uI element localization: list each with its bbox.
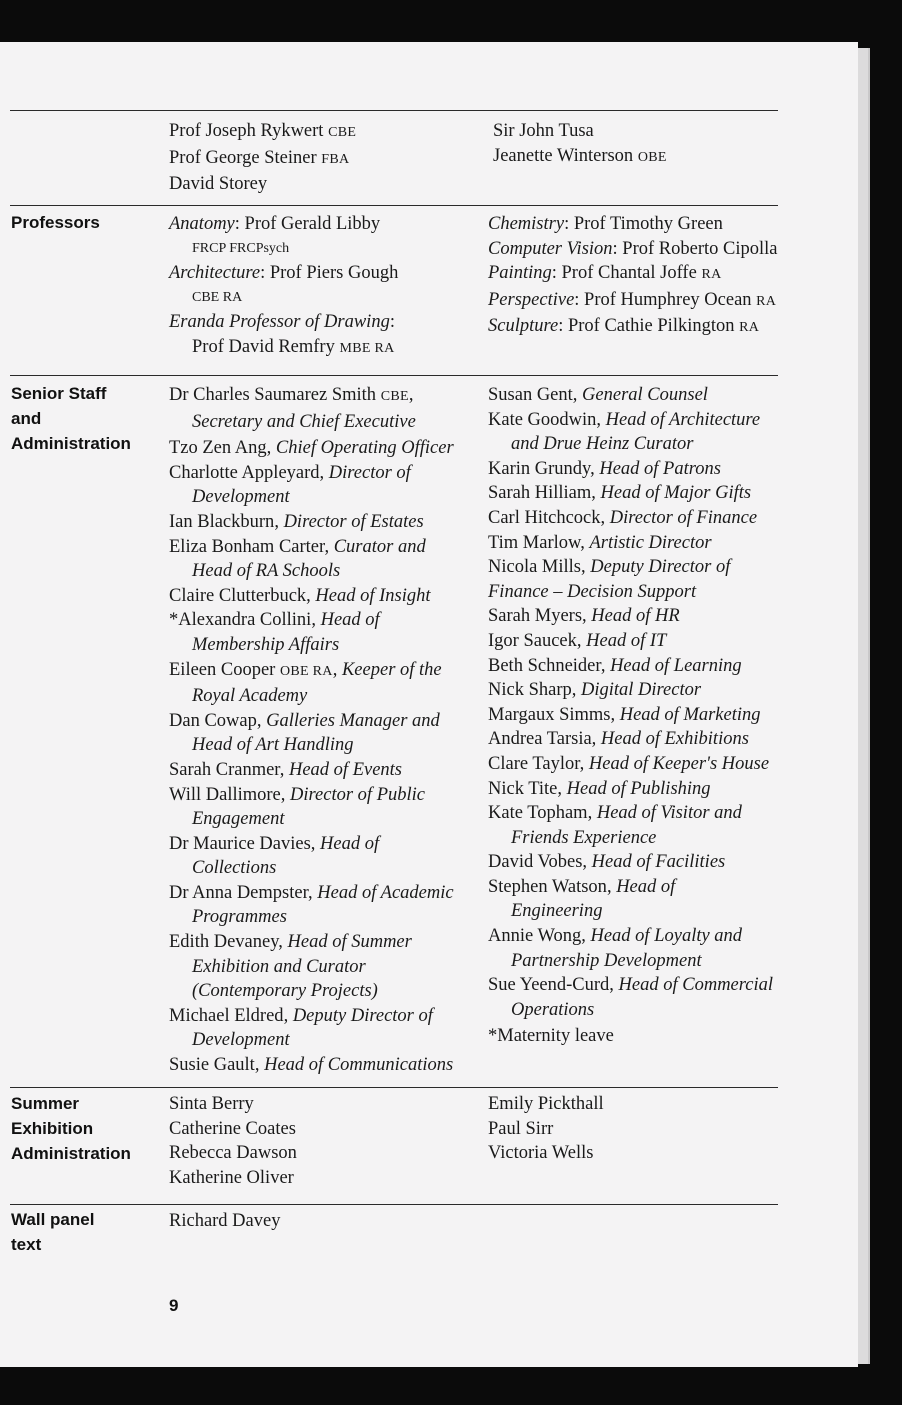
- footnote: *Maternity leave: [488, 1026, 614, 1047]
- section-rule-professors: [10, 205, 778, 206]
- heading-line: Administration: [11, 434, 131, 453]
- staff-entry: Will Dallimore, Director of Public: [169, 784, 425, 805]
- page-number: 9: [169, 1296, 179, 1315]
- professor-entry: Painting: Prof Chantal Joffe RA: [488, 263, 722, 284]
- patron-entry: Jeanette Winterson OBE: [493, 145, 667, 166]
- staff-entry: Michael Eldred, Deputy Director of: [169, 1005, 433, 1026]
- staff-role-continued: and Drue Heinz Curator: [511, 434, 694, 455]
- professor-honours: CBE RA: [192, 289, 243, 305]
- staff-role-continued: Finance – Decision Support: [488, 581, 697, 602]
- staff-role-continued: Friends Experience: [511, 827, 657, 848]
- staff-entry: Sue Yeend-Curd, Head of Commercial: [488, 975, 774, 996]
- professor-honours: FRCP FRCPsych: [192, 240, 290, 256]
- staff-role-continued: Development: [192, 487, 290, 508]
- staff-entry: Andrea Tarsia, Head of Exhibitions: [488, 729, 749, 750]
- staff-role-continued: Engagement: [192, 809, 285, 830]
- staff-entry: Victoria Wells: [488, 1143, 594, 1164]
- staff-entry: David Vobes, Head of Facilities: [488, 852, 726, 873]
- staff-entry: Tim Marlow, Artistic Director: [488, 532, 712, 553]
- wall-panel-heading: [11, 1207, 94, 1257]
- staff-entry: Richard Davey: [169, 1211, 281, 1231]
- staff-entry: Sinta Berry: [169, 1094, 254, 1114]
- staff-entry: Claire Clutterbuck, Head of Insight: [169, 585, 431, 606]
- professor-entry-continued: Prof David Remfry MBE RA: [192, 336, 395, 357]
- staff-entry: Rebecca Dawson: [169, 1143, 297, 1164]
- staff-entry: Annie Wong, Head of Loyalty and: [488, 926, 743, 947]
- heading-line: text: [11, 1235, 42, 1254]
- senior-staff-heading: [11, 381, 131, 456]
- staff-entry: Kate Goodwin, Head of Architecture: [488, 409, 761, 430]
- staff-role-continued: Membership Affairs: [192, 634, 340, 655]
- staff-entry: Paul Sirr: [488, 1118, 554, 1139]
- staff-role-continued: Secretary and Chief Executive: [192, 411, 416, 432]
- patron-entry: David Storey: [169, 174, 268, 195]
- heading-line: Administration: [11, 1144, 131, 1163]
- staff-entry: Sarah Cranmer, Head of Events: [169, 759, 403, 780]
- staff-entry: Beth Schneider, Head of Learning: [488, 655, 742, 676]
- staff-role-continued: Programmes: [192, 907, 287, 928]
- staff-entry: Dr Charles Saumarez Smith CBE,: [169, 385, 414, 405]
- wall-panel-column: [169, 1209, 280, 1234]
- staff-entry: Eileen Cooper OBE RA, Keeper of the: [169, 659, 442, 680]
- staff-role-continued: Operations: [511, 999, 595, 1020]
- heading-line: Senior Staff: [11, 384, 107, 403]
- staff-role-continued: Exhibition and Curator: [192, 956, 366, 977]
- staff-entry: Dr Anna Dempster, Head of Academic: [169, 882, 454, 903]
- professors-heading: Professors: [11, 213, 100, 232]
- staff-entry: Nicola Mills, Deputy Director of: [488, 557, 731, 578]
- patron-entry: Prof George Steiner FBA: [169, 147, 350, 168]
- staff-entry: *Alexandra Collini, Head of: [169, 610, 380, 631]
- professors-left-column: [169, 212, 398, 362]
- professors-right-column: [488, 212, 778, 341]
- staff-entry: Susie Gault, Head of Communications: [169, 1055, 454, 1076]
- section-rule-wall: [10, 1204, 778, 1205]
- senior-staff-right-column: [488, 383, 773, 1049]
- heading-line: Exhibition: [11, 1119, 94, 1138]
- professor-entry: Architecture: Prof Piers Gough: [169, 263, 399, 284]
- staff-entry: Dan Cowap, Galleries Manager and: [169, 710, 440, 731]
- staff-entry: Eliza Bonham Carter, Curator and: [169, 536, 426, 557]
- staff-entry: Nick Sharp, Digital Director: [488, 680, 702, 701]
- staff-entry: Emily Pickthall: [488, 1094, 604, 1114]
- staff-entry: Charlotte Appleyard, Director of: [169, 462, 411, 483]
- staff-entry: Kate Topham, Head of Visitor and: [488, 803, 742, 824]
- staff-role-continued: Collections: [192, 858, 277, 879]
- senior-staff-left-column: [169, 383, 454, 1078]
- professor-entry: Chemistry: Prof Timothy Green: [488, 214, 723, 234]
- heading-line: and: [11, 409, 42, 428]
- staff-entry: Katherine Oliver: [169, 1167, 294, 1188]
- summer-right-column: [488, 1092, 604, 1166]
- patron-entry: Prof Joseph Rykwert CBE: [169, 121, 357, 141]
- staff-entry: Stephen Watson, Head of: [488, 876, 676, 897]
- professor-entry: Computer Vision: Prof Roberto Cipolla: [488, 238, 778, 259]
- staff-entry: Edith Devaney, Head of Summer: [169, 932, 412, 953]
- staff-entry: Igor Saucek, Head of IT: [488, 630, 667, 651]
- staff-role-continued: (Contemporary Projects): [192, 981, 378, 1002]
- summer-left-column: [169, 1092, 297, 1190]
- staff-entry: Catherine Coates: [169, 1118, 296, 1139]
- staff-role-continued: Head of RA Schools: [192, 561, 341, 582]
- staff-role-continued: Development: [192, 1030, 290, 1051]
- page-edge: [858, 48, 870, 1364]
- patron-entry: Sir John Tusa: [493, 121, 594, 141]
- staff-role-continued: Head of Art Handling: [192, 735, 354, 756]
- staff-entry: Karin Grundy, Head of Patrons: [488, 458, 721, 479]
- staff-entry: Nick Tite, Head of Publishing: [488, 778, 711, 799]
- staff-entry: Margaux Simms, Head of Marketing: [488, 704, 761, 725]
- professor-entry: Anatomy: Prof Gerald Libby: [169, 214, 381, 234]
- professor-entry: Perspective: Prof Humphrey Ocean RA: [488, 289, 777, 310]
- staff-entry: Sarah Hilliam, Head of Major Gifts: [488, 483, 752, 504]
- staff-role-continued: Engineering: [511, 901, 603, 922]
- staff-entry: Susan Gent, General Counsel: [488, 385, 708, 405]
- staff-role-continued: Royal Academy: [192, 686, 308, 707]
- staff-entry: Clare Taylor, Head of Keeper's House: [488, 753, 770, 774]
- summer-exhibition-heading: [11, 1091, 131, 1166]
- heading-line: Summer: [11, 1094, 80, 1113]
- professor-entry: Eranda Professor of Drawing:: [169, 312, 395, 333]
- heading-line: Wall panel: [11, 1210, 95, 1229]
- staff-entry: Sarah Myers, Head of HR: [488, 606, 680, 627]
- patrons-left-column: [169, 119, 356, 197]
- staff-entry: Tzo Zen Ang, Chief Operating Officer: [169, 438, 454, 459]
- section-rule-senior: [10, 375, 778, 376]
- staff-entry: Ian Blackburn, Director of Estates: [169, 511, 424, 532]
- section-rule-summer: [10, 1087, 778, 1088]
- staff-entry: Dr Maurice Davies, Head of: [169, 833, 380, 854]
- section-rule-top: [10, 110, 778, 111]
- professor-entry: Sculpture: Prof Cathie Pilkington RA: [488, 316, 760, 337]
- patrons-right-column: [493, 119, 667, 170]
- staff-role-continued: Partnership Development: [511, 950, 702, 971]
- staff-entry: Carl Hitchcock, Director of Finance: [488, 507, 758, 528]
